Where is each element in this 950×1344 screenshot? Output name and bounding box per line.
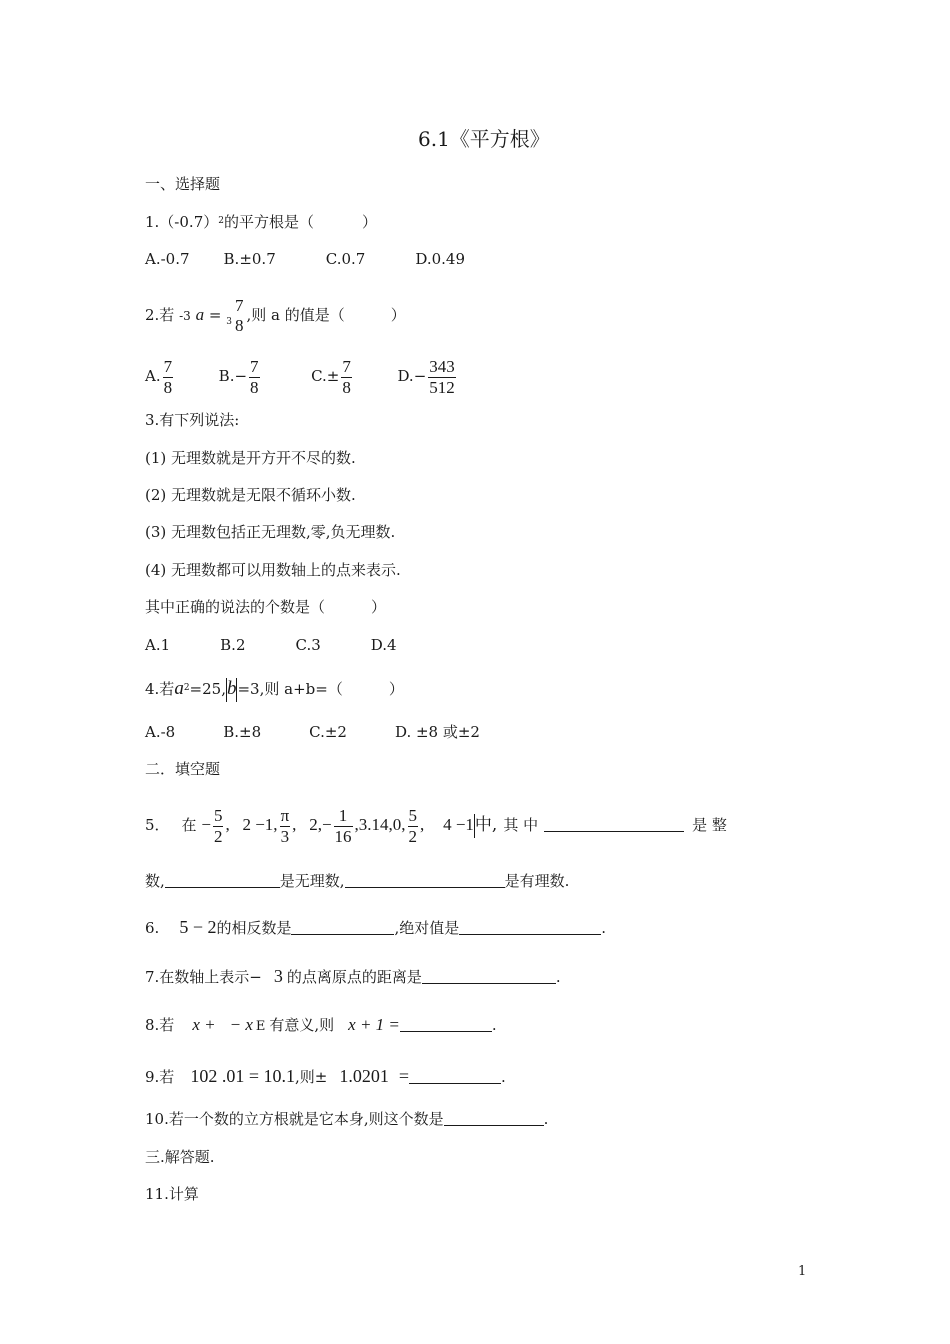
q2-label: 2.若 bbox=[145, 306, 175, 324]
q2-a: a bbox=[195, 305, 205, 324]
q7-blank-distance[interactable] bbox=[422, 969, 556, 984]
q5-blank-rational[interactable] bbox=[345, 873, 505, 888]
q3-option-a: A.1 bbox=[145, 636, 171, 654]
q5-fraction-2: $\frac{\pi}{3}$ bbox=[280, 805, 290, 846]
q2-fraction: 7 8 bbox=[234, 296, 244, 335]
question-8: 8.若 x + − x E 有意义,则 x + 1 = . bbox=[145, 1015, 497, 1034]
q4-b: b bbox=[226, 678, 237, 699]
q4-option-b: B.±8 bbox=[223, 723, 262, 741]
q1-options bbox=[145, 250, 465, 268]
q1-stem: 1.（-0.7） bbox=[145, 213, 219, 231]
q2-option-c-fraction: $\frac{7}{8}$ bbox=[342, 356, 351, 397]
q6-blank-absolute[interactable] bbox=[459, 920, 601, 935]
q4-close: ） bbox=[388, 680, 404, 698]
q3-item-1: (1) 无理数就是开方开不尽的数. bbox=[145, 449, 356, 467]
question-10: 10.若一个数的立方根就是它本身,则这个数是 . bbox=[145, 1110, 549, 1128]
q3-item-4: (4) 无理数都可以用数轴上的点来表示. bbox=[145, 561, 401, 579]
q2-option-d-fraction: $\frac{343}{512}$ bbox=[429, 356, 455, 397]
q2-index: 3 bbox=[226, 317, 232, 327]
section-heading-fill: 二．填空题 bbox=[145, 760, 221, 778]
q4-label: 4.若 bbox=[145, 680, 175, 698]
q4-tail: =3,则 a+b=（ bbox=[237, 680, 343, 698]
question-5: 5． 在 − $\frac{5}{2}$ , 2 −1, $\frac{\pi}{3}$ , 2,− $\frac{1}{16}$ ,3.14,0, $\frac{5}{2}$ , 4 −1中, 其 中 是 整 bbox=[145, 805, 727, 846]
q1-option-c: C.0.7 bbox=[325, 250, 366, 268]
q2-eq: = bbox=[208, 306, 222, 324]
q2-options bbox=[145, 354, 458, 398]
q3-option-d: D.4 bbox=[370, 636, 397, 654]
question-1 bbox=[145, 212, 377, 231]
q5-term-2: 2 −1, bbox=[242, 815, 278, 834]
q2-close: ） bbox=[390, 306, 406, 324]
q7-number: 3 bbox=[273, 966, 283, 986]
q2-option-b: B.− bbox=[218, 367, 248, 385]
q2-option-a-fraction: $\frac{7}{8}$ bbox=[163, 356, 173, 397]
q9-blank[interactable] bbox=[409, 1069, 501, 1084]
question-2 bbox=[145, 293, 406, 344]
q3-option-b: B.2 bbox=[220, 636, 246, 654]
q2-tail: ,则 a 的值是（ bbox=[246, 306, 345, 324]
q4-options bbox=[145, 723, 480, 741]
q8-expression: x + 1 = bbox=[348, 1015, 400, 1034]
q5-term-3: 2,− bbox=[309, 815, 332, 834]
q1-option-a: A.-0.7 bbox=[145, 250, 190, 268]
q3-item-2: (2) 无理数就是无限不循环小数. bbox=[145, 486, 356, 504]
question-9: 9.若 102 .01 = 10.1,则± 1.0201 = . bbox=[145, 1066, 506, 1086]
q5-blank-integer[interactable] bbox=[544, 817, 684, 832]
q4-mid: =25, bbox=[189, 680, 226, 698]
q5-term-4: 4 −1 bbox=[443, 815, 474, 834]
q2-option-d: D.− bbox=[397, 367, 427, 385]
page-title: 6.1《平方根》 bbox=[418, 127, 550, 151]
q2-option-c: C.± bbox=[311, 367, 340, 385]
q3-option-c: C.3 bbox=[295, 636, 321, 654]
q1-stem-b: 的平方根是（ bbox=[223, 213, 314, 231]
q8-x-plus: x + bbox=[192, 1015, 216, 1034]
q5-label: 5． bbox=[145, 816, 170, 834]
q5-line-2: 数, 是无理数, 是有理数. bbox=[145, 872, 570, 890]
q6-blank-opposite[interactable] bbox=[291, 920, 394, 935]
q5-fraction-4: $\frac{5}{2}$ bbox=[408, 805, 418, 846]
q4-option-d: D. ±8 或±2 bbox=[394, 723, 480, 741]
q2-option-b-fraction: $\frac{7}{8}$ bbox=[250, 356, 259, 397]
q2-neg-cube: -3 bbox=[179, 309, 191, 323]
q5-blank-irrational[interactable] bbox=[165, 873, 280, 888]
q3-ask: 其中正确的说法的个数是（ ） bbox=[145, 598, 387, 616]
q1-option-d: D.0.49 bbox=[415, 250, 465, 268]
question-3: 3.有下列说法: bbox=[145, 411, 240, 429]
q3-options bbox=[145, 636, 397, 654]
q8-blank[interactable] bbox=[400, 1017, 492, 1032]
q1-option-b: B.±0.7 bbox=[223, 250, 276, 268]
q5-fraction-3: $\frac{1}{16}$ bbox=[334, 805, 352, 846]
q10-blank[interactable] bbox=[444, 1111, 544, 1126]
q1-superscript: 2 bbox=[218, 216, 224, 226]
q3-item-3: (3) 无理数包括正无理数,零,负无理数. bbox=[145, 523, 396, 541]
q5-fraction-1: $\frac{5}{2}$ bbox=[213, 805, 223, 846]
q9-target: 1.0201 bbox=[339, 1066, 389, 1086]
section-heading-choice: 一、选择题 bbox=[145, 175, 221, 193]
q4-option-a: A.-8 bbox=[145, 723, 176, 741]
question-11: 11.计算 bbox=[145, 1185, 199, 1203]
question-4 bbox=[145, 676, 404, 702]
q2-option-a: A. bbox=[145, 367, 161, 385]
question-7: 7.在数轴上表示− 3 的点离原点的距离是 . bbox=[145, 966, 561, 986]
q4-a: a bbox=[174, 678, 184, 699]
page-number: 1 bbox=[798, 1264, 807, 1279]
q4-option-c: C.±2 bbox=[309, 723, 347, 741]
q1-stem-close: ） bbox=[362, 213, 378, 231]
q4-superscript: 2 bbox=[183, 683, 190, 693]
section-heading-solve: 三.解答题. bbox=[145, 1148, 215, 1166]
q8-minus-x: − x bbox=[229, 1015, 253, 1034]
q6-expression: 5 − 2 bbox=[179, 917, 217, 937]
q9-given: 102 .01 = 10.1 bbox=[190, 1066, 295, 1086]
question-6: 6. 5 − 2的相反数是 ,绝对值是 . bbox=[145, 917, 607, 937]
